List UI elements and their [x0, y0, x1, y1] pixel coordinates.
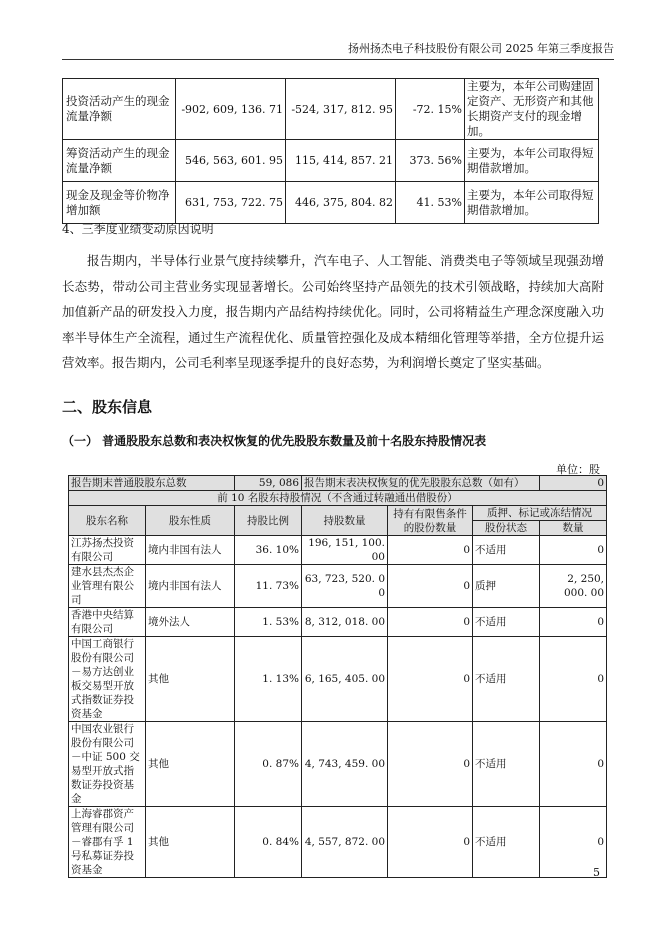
row-label: 现金及现金等价物净增加额	[63, 182, 176, 224]
holder-nature: 境内非国有法人	[146, 565, 235, 608]
holder-ratio: 11. 73%	[235, 565, 302, 608]
change-rate: 41. 53%	[396, 182, 465, 224]
top10-title: 前 10 名股东持股情况（不含通过转融通出借股份）	[69, 491, 607, 506]
total-shareholders-label: 报告期末普通股股东总数	[69, 476, 235, 491]
table-row	[69, 608, 607, 637]
current-period-value: 631, 753, 722. 75	[176, 182, 286, 224]
holder-name: 上海睿郡资产管理有限公司－睿郡有孚 1 号私募证券投资基金	[69, 807, 146, 878]
holder-nature: 其他	[146, 722, 235, 807]
holder-ratio: 0. 84%	[235, 807, 302, 878]
holder-ratio: 1. 53%	[235, 608, 302, 637]
change-rate: -72. 15%	[396, 79, 465, 140]
col-header-pledge: 质押、标记或冻结情况	[473, 506, 607, 521]
change-reason: 主要为，本年公司取得短期借款增加。	[465, 182, 599, 224]
holder-pledge-status: 不适用	[473, 608, 540, 637]
performance-explanation-paragraph: 报告期内，半导体行业景气度持续攀升，汽车电子、人工智能、消费类电子等领域呈现强劲增长态势，带动公司主营业务实现显著增长。公司始终坚持产品领先的技术引领战略，持续加大高附加值新产品的研发投入力度，报告期内产品结构持续优化。同时，公司将精益生产理念深度融入功率半导体生产全流程，通过生产流程优化、质量管控强化及成本精细化管理等举措，全方位提升运营效率。报告期内，公司毛利率呈现逐季提升的良好态势，为利润增长奠定了坚实基础。	[62, 253, 604, 370]
header-divider	[62, 59, 614, 60]
holder-qty: 4, 743, 459. 00	[302, 722, 388, 807]
holder-restricted: 0	[388, 565, 473, 608]
page-number: 5	[593, 866, 600, 879]
col-header-nature: 股东性质	[146, 506, 235, 536]
report-header: 扬州扬杰电子科技股份有限公司 2025 年第三季度报告	[348, 42, 614, 55]
holder-nature: 境内非国有法人	[146, 536, 235, 565]
holder-restricted: 0	[388, 536, 473, 565]
preferred-shareholders-label: 报告期末表决权恢复的优先股股东总数（如有）	[302, 476, 540, 491]
col-header-name: 股东名称	[69, 506, 146, 536]
row-label: 投资活动产生的现金流量净额	[63, 79, 176, 140]
holder-pledge-status: 不适用	[473, 536, 540, 565]
holder-pledge-qty: 0	[540, 722, 607, 807]
holder-pledge-status: 质押	[473, 565, 540, 608]
holder-pledge-status: 不适用	[473, 807, 540, 878]
holder-name: 建水县杰杰企业管理有限公司	[69, 565, 146, 608]
holder-pledge-qty: 0	[540, 807, 607, 878]
holder-qty: 6, 165, 405. 00	[302, 637, 388, 722]
holder-restricted: 0	[388, 722, 473, 807]
holder-pledge-status: 不适用	[473, 722, 540, 807]
holder-name: 中国工商银行股份有限公司－易方达创业板交易型开放式指数证券投资基金	[69, 637, 146, 722]
prior-period-value: -524, 317, 812. 95	[286, 79, 396, 140]
cashflow-table	[62, 78, 599, 224]
holder-name: 香港中央结算有限公司	[69, 608, 146, 637]
prior-period-value: 115, 414, 857. 21	[286, 140, 396, 182]
holder-pledge-qty: 2, 250, 000. 00	[540, 565, 607, 608]
change-reason: 主要为，本年公司购建固定资产、无形资产和其他长期资产支付的现金增加。	[465, 79, 599, 140]
shareholders-table	[68, 475, 607, 878]
col-header-pledge-qty: 数量	[540, 521, 607, 536]
holder-ratio: 1. 13%	[235, 637, 302, 722]
col-header-restricted: 持有有限售条件的股份数量	[388, 506, 473, 536]
holder-qty: 8, 312, 018. 00	[302, 608, 388, 637]
holder-qty: 4, 557, 872. 00	[302, 807, 388, 878]
prior-period-value: 446, 375, 804. 82	[286, 182, 396, 224]
top10-title-row	[69, 491, 607, 506]
summary-row	[69, 476, 607, 491]
current-period-value: 546, 563, 601. 95	[176, 140, 286, 182]
change-reason: 主要为，本年公司取得短期借款增加。	[465, 140, 599, 182]
table-row	[63, 182, 599, 224]
holder-nature: 境外法人	[146, 608, 235, 637]
section-4-title: 4、三季度业绩变动原因说明	[62, 222, 214, 236]
holder-restricted: 0	[388, 807, 473, 878]
col-header-pledge-status: 股份状态	[473, 521, 540, 536]
holder-restricted: 0	[388, 608, 473, 637]
table-row	[69, 565, 607, 608]
table-row	[69, 722, 607, 807]
col-header-qty: 持股数量	[302, 506, 388, 536]
holder-pledge-qty: 0	[540, 608, 607, 637]
preferred-shareholders-value: 0	[540, 476, 607, 491]
unit-label: 单位：股	[556, 463, 600, 476]
holder-name: 江苏扬杰投资有限公司	[69, 536, 146, 565]
table-row	[63, 140, 599, 182]
current-period-value: -902, 609, 136. 71	[176, 79, 286, 140]
holder-pledge-qty: 0	[540, 536, 607, 565]
subsection-title: （一） 普通股股东总数和表决权恢复的优先股股东数量及前十名股东持股情况表	[62, 434, 487, 448]
holder-pledge-qty: 0	[540, 637, 607, 722]
holder-nature: 其他	[146, 637, 235, 722]
table-row	[63, 79, 599, 140]
holder-qty: 63, 723, 520. 00	[302, 565, 388, 608]
holder-pledge-status: 不适用	[473, 637, 540, 722]
table-row	[69, 807, 607, 878]
table-row	[69, 536, 607, 565]
table-row	[69, 637, 607, 722]
holder-restricted: 0	[388, 637, 473, 722]
row-label: 筹资活动产生的现金流量净额	[63, 140, 176, 182]
holder-ratio: 36. 10%	[235, 536, 302, 565]
holder-nature: 其他	[146, 807, 235, 878]
change-rate: 373. 56%	[396, 140, 465, 182]
total-shareholders-value: 59, 086	[235, 476, 302, 491]
holder-name: 中国农业银行股份有限公司－中证 500 交易型开放式指数证券投资基金	[69, 722, 146, 807]
holder-ratio: 0. 87%	[235, 722, 302, 807]
holder-qty: 196, 151, 100. 00	[302, 536, 388, 565]
section-title: 二、股东信息	[62, 398, 153, 416]
header-row	[69, 506, 607, 521]
col-header-ratio: 持股比例	[235, 506, 302, 536]
